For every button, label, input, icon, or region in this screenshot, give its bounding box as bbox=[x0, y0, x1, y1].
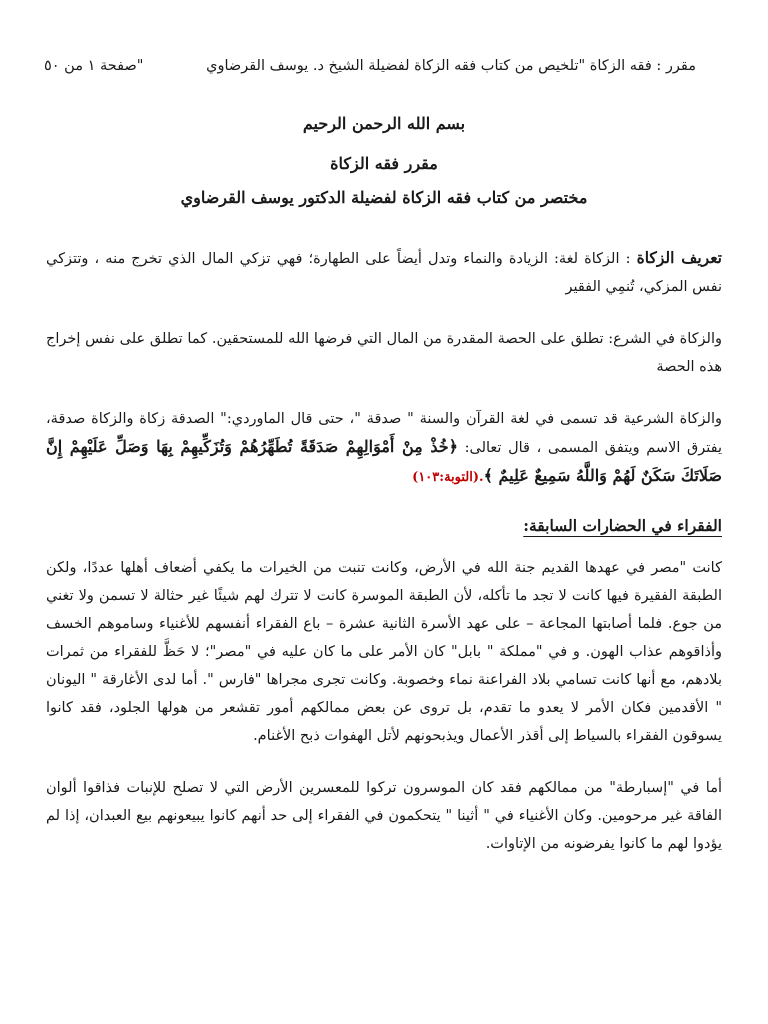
page-header bbox=[44, 54, 696, 78]
definition-text: : الزكاة لغة: الزيادة والنماء وتدل أيضاً على الطهارة؛ فهي تزكي المال الذي تخرج منه ، وتتزكي نفس المزكي، تُنمِي الفقير bbox=[46, 251, 722, 295]
page-number: "صفحة ١ من ٥٠ bbox=[44, 58, 144, 74]
zakat-definition-paragraph bbox=[46, 244, 722, 301]
definition-term: تعريف الزكاة bbox=[636, 248, 722, 267]
book-subtitle: مختصر من كتاب فقه الزكاة لفضيلة الدكتور يوسف القرضاوي bbox=[180, 188, 588, 207]
sadaqa-paragraph bbox=[46, 405, 722, 492]
basmala: بسم الله الرحمن الرحيم bbox=[302, 114, 466, 133]
course-title: مقرر فقه الزكاة bbox=[330, 154, 438, 173]
sharia-definition-paragraph: والزكاة في الشرع: تطلق على الحصة المقدرة من المال التي فرضها الله للمستحقين. كما تطلق على نفس إخراج هذه الحصة bbox=[46, 331, 722, 375]
egypt-paragraph: كانت "مصر في عهدها القديم جنة الله في الأرض، وكانت تنبت من الخيرات ما يكفي أضعاف أهلها عددًا، ولكن الطبقة الفقيرة فيها كانت لا تجد ما تأكله، لأن الطبقة الموسرة كانت لا تترك لهم شيئًا غير حثالة لا تسمن ولا تغني من جوع. فلما أصابتها المجاعة – على عهد الأسرة الثانية عشرة – باع الفقراء أنفسهم للأغنياء وساموهم الخسف وأذاقوهم عذاب الهون. و في "مملكة " بابل" كان الأمر على ما كان عليه في "مصر"؛ لا حَظَّ للفقراء من ثمرات بلادهم، مع أنها كانت تسامي بلاد الفراعنة نماء وخصوبة. وكانت تجرى مجراها "فارس ". أما لدى الأغارقة " اليونان " الأقدمين فكان الأمر لا يعدو ما تقدم، بل تروى عن بعض ممالكهم أمور تقشعر من هولها الجلود، فقد كانوا يسوقون الفقراء بالسياط إلى أقذر الأعمال ويذبحونهم لأتل الهفوات ذبح الأغنام. bbox=[46, 560, 722, 744]
document-body bbox=[46, 244, 722, 882]
quran-verse: ﴿خُذْ مِنْ أَمْوَالِهِمْ صَدَقَةً تُطَهِّرُهُمْ وَتُزَكِّيهِمْ بِهَا وَصَلِّ عَلَيْهِمْ إِنَّ صَلَاتَكَ سَكَنٌ لَهُمْ وَاللَّهُ سَمِيعٌ عَلِيمٌ ﴾ bbox=[46, 437, 722, 485]
verse-reference: .(التوبة:١٠٣) bbox=[412, 470, 484, 485]
section-heading: الفقراء في الحضارات السابقة: bbox=[523, 516, 722, 535]
sparta-paragraph: أما في "إسبارطة" من ممالكهم فقد كان الموسرون تركوا للمعسرين الأرض التي لا تصلح للإنبات فذاقوا ألوان الفاقة غير مرحومين. وكان الأغنياء في " أثينا " يتحكمون في الفقراء إلى حد أنهم كانوا يبيعونهم بيع العبدان، إذا لم يؤدوا لهم ما كانوا يفرضونه من الإتاوات. bbox=[46, 780, 722, 852]
title-block bbox=[44, 112, 724, 210]
course-title-header: مقرر : فقه الزكاة "تلخيص من كتاب فقه الزكاة لفضيلة الشيخ د. يوسف القرضاوي bbox=[206, 58, 696, 74]
sadaqa-text: والزكاة الشرعية قد تسمى في لغة القرآن والسنة " صدقة "، حتى قال الماوردي:" الصدقة زكاة والزكاة صدقة، يفترق الاسم ويتفق المسمى ، قال تعالى: bbox=[46, 411, 722, 456]
